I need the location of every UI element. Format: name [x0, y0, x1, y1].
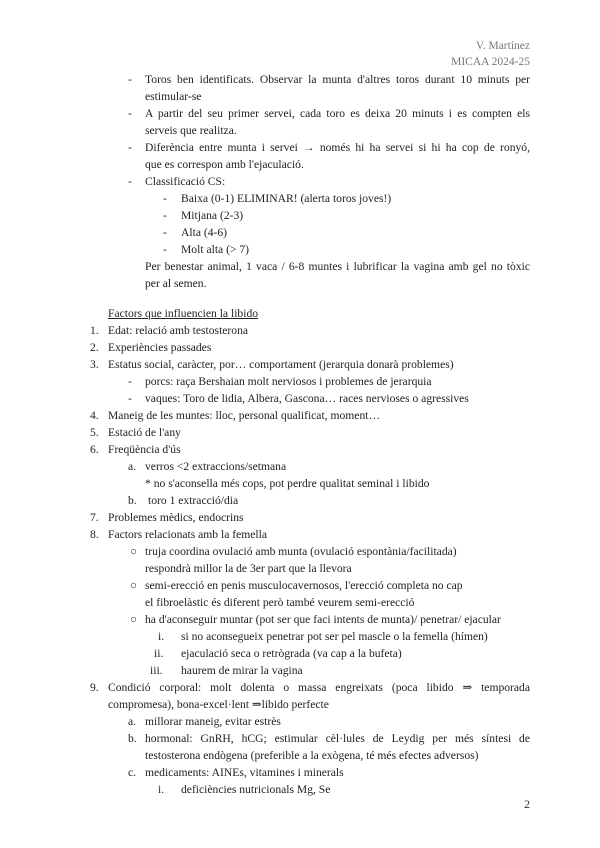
list-letter: c. — [128, 766, 137, 779]
welfare-note-cont: per al semen. — [145, 277, 207, 290]
list-item: Diferència entre munta i servei → només hi ha servei si hi ha cop de ronyó, — [145, 141, 530, 154]
page-header — [451, 38, 530, 70]
factor-item: Estació de l'any — [108, 426, 181, 439]
sub-item-note: * no s'aconsella més cops, pot perdre qualitat seminal i libido — [145, 477, 430, 490]
bullet-marker: - — [163, 192, 167, 205]
sub-item: hormonal: GnRH, hCG; estimular cèl·lules de Leydig per més síntesi de — [145, 732, 530, 745]
sub-item: toro 1 extracció/dia — [148, 494, 239, 507]
bullet-marker: - — [128, 141, 132, 154]
sub-item: verros <2 extraccions/setmana — [145, 460, 287, 473]
factor-item: Freqüència d'ús — [108, 443, 181, 456]
cs-class-item: Alta (4-6) — [181, 226, 228, 239]
circle-bullet: ○ — [130, 613, 138, 626]
factor-item: Estatus social, caràcter, por… comportament (jerarquia donarà problemes) — [108, 358, 454, 371]
welfare-note: Per benestar animal, 1 vaca / 6-8 muntes i lubrificar la vagina amb gel no tòxic — [145, 260, 530, 273]
bullet-marker: - — [128, 107, 132, 120]
sub-item: medicaments: AINEs, vitamines i minerals — [145, 766, 344, 779]
sub-item-cont: respondrà millor la de 3er part que la llevora — [145, 562, 352, 575]
roman-marker: iii. — [150, 664, 163, 677]
list-item: A partir del seu primer servei, cada toro es deixa 20 minuts i es compten els — [145, 107, 530, 120]
bullet-marker: - — [163, 243, 167, 256]
circle-bullet: ○ — [130, 579, 138, 592]
bullet-marker: - — [128, 375, 132, 388]
sub-sub-item: si no aconsegueix penetrar pot ser pel mascle o la femella (hímen) — [181, 630, 488, 643]
roman-marker: ii. — [154, 647, 164, 660]
roman-marker: i. — [158, 783, 165, 796]
list-item-cont: que es correspon amb l'ejaculació. — [145, 158, 304, 171]
list-item: Classificació CS: — [145, 175, 226, 188]
cs-class-item: Molt alta (> 7) — [181, 243, 250, 256]
bullet-marker: - — [128, 73, 132, 86]
factor-item: Problemes mèdics, endocrins — [108, 511, 244, 524]
list-letter: a. — [128, 715, 137, 728]
bullet-marker: - — [128, 175, 132, 188]
list-number: 1. — [90, 324, 99, 337]
sub-item: vaques: Toro de lidia, Albera, Gascona… races nervioses o agressives — [145, 392, 469, 405]
factor-item: Maneig de les muntes: lloc, personal qualificat, moment… — [108, 409, 381, 422]
list-number: 4. — [90, 409, 99, 422]
bullet-marker: - — [163, 226, 167, 239]
factor-item: Edat: relació amb testosterona — [108, 324, 249, 337]
sub-item-cont: el fibroelàstic és diferent però també veurem semi-erecció — [145, 596, 415, 609]
sub-item: millorar maneig, evitar estrès — [145, 715, 281, 728]
bullet-marker: - — [128, 392, 132, 405]
list-item: Toros ben identificats. Observar la munta d'altres toros durant 10 minuts per — [145, 73, 530, 86]
page-number: 2 — [524, 797, 530, 811]
factor-item-cont: compromesa), bona-excel·lent ⇒libido perfecte — [108, 698, 329, 711]
list-number: 5. — [90, 426, 99, 439]
factor-item: Condició corporal: molt dolenta o massa engreixats (poca libido ⇒ temporada — [108, 681, 530, 694]
sub-item: ha d'aconseguir muntar (pot ser que faci intents de munta)/ penetrar/ ejacular — [145, 613, 501, 626]
circle-bullet: ○ — [130, 545, 138, 558]
factor-item: Experiències passades — [108, 341, 212, 354]
section-title: Factors que influencien la libido — [108, 307, 259, 320]
list-number: 8. — [90, 528, 99, 541]
sub-item: porcs: raça Bershaian molt nerviosos i problemes de jerarquia — [145, 375, 432, 388]
sub-item-cont: testosterona endògena (preferible a la exògena, té més efectes adversos) — [145, 749, 479, 762]
list-number: 6. — [90, 443, 99, 456]
list-number: 2. — [90, 341, 99, 354]
list-letter: b. — [128, 732, 137, 745]
roman-marker: i. — [158, 630, 165, 643]
author-name: V. Martínez — [475, 40, 530, 52]
course-code: MICAA 2024-25 — [451, 56, 530, 68]
list-number: 3. — [90, 358, 99, 371]
list-letter: b. — [128, 494, 137, 507]
cs-class-item: Mitjana (2-3) — [181, 209, 244, 222]
list-letter: a. — [128, 460, 137, 473]
sub-sub-item: ejaculació seca o retrògrada (va cap a la bufeta) — [181, 647, 402, 660]
list-number: 7. — [90, 511, 99, 524]
factor-item: Factors relacionats amb la femella — [108, 528, 268, 541]
cs-class-item: Baixa (0-1) ELIMINAR! (alerta toros joves!) — [181, 192, 392, 205]
sub-item: semi-erecció en penis musculocavernosos, l'erecció completa no cap — [145, 579, 463, 592]
sub-sub-item: haurem de mirar la vagina — [181, 664, 303, 677]
sub-item: truja coordina ovulació amb munta (ovulació espontània/facilitada) — [145, 545, 457, 558]
list-item-cont: estimular-se — [145, 90, 202, 103]
sub-sub-item: deficiències nutricionals Mg, Se — [181, 783, 331, 796]
bullet-marker: - — [163, 209, 167, 222]
list-number: 9. — [90, 681, 99, 694]
list-item-cont: serveis que realitza. — [145, 124, 237, 137]
